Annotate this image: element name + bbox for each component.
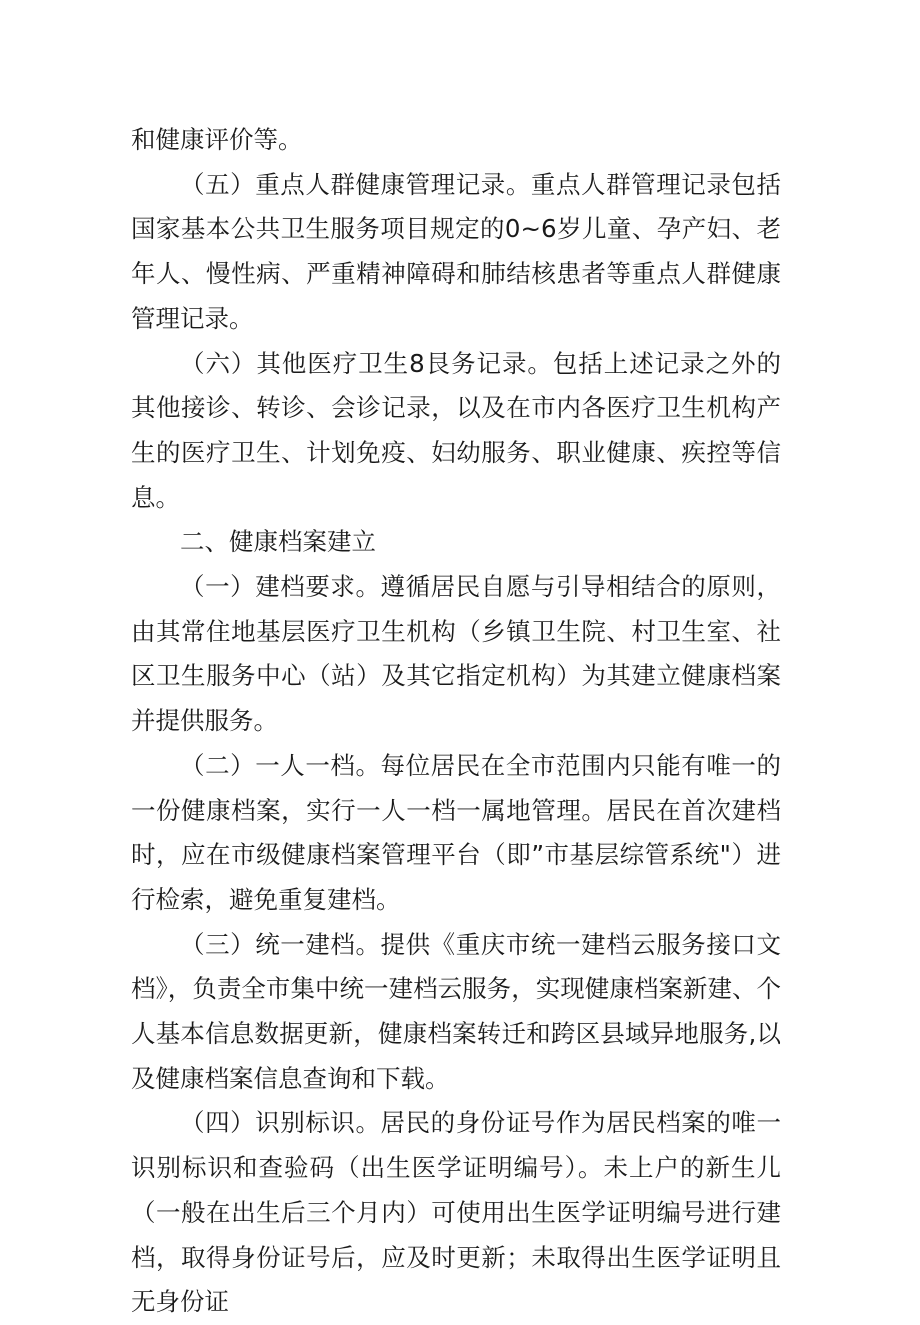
paragraph-one-person-one-file: （二）一人一档。每位居民在全市范围内只能有唯一的一份健康档案，实行一人一档一属地管理。居民在首次建档时，应在市级健康档案管理平台（即”市基层综管系统"）进行检索，避免重复建档。 [131, 750, 781, 914]
paragraph-other-medical-records: （六）其他医疗卫生8艮务记录。包括上述记录之外的其他接诊、转诊、会诊记录，以及在市内各医疗卫生机构产生的医疗卫生、计划免疫、妇幼服务、职业健康、疾控等信息。 [131, 348, 781, 512]
paragraph-identification: （四）识别标识。居民的身份证号作为居民档案的唯一识别标识和查验码（出生医学证明编号）。未上户的新生儿（一般在出生后三个月内）可使用出生医学证明编号进行建档，取得身份证号后，应及时更新；未取得出生医学证明且无身份证 [131, 1108, 781, 1317]
document-body [131, 118, 781, 1325]
paragraph-unified-filing: （三）统一建档。提供《重庆市统一建档云服务接口文档》，负责全市集中统一建档云服务，实现健康档案新建、个人基本信息数据更新，健康档案转迁和跨区县域异地服务,以及健康档案信息查询和下载。 [131, 929, 781, 1093]
paragraph-continuation: 和健康评价等。 [131, 125, 303, 154]
paragraph-key-population-records: （五）重点人群健康管理记录。重点人群管理记录包括国家基本公共卫生服务项目规定的0~6岁儿童、孕产妇、老年人、慢性病、严重精神障碍和肺结核患者等重点人群健康管理记录。 [131, 169, 781, 333]
paragraph-filing-requirements: （一）建档要求。遵循居民自愿与引导相结合的原则，由其常住地基层医疗卫生机构（乡镇卫生院、村卫生室、社区卫生服务中心（站）及其它指定机构）为其建立健康档案并提供服务。 [131, 572, 781, 736]
section-heading-health-record-establishment: 二、健康档案建立 [180, 527, 376, 557]
